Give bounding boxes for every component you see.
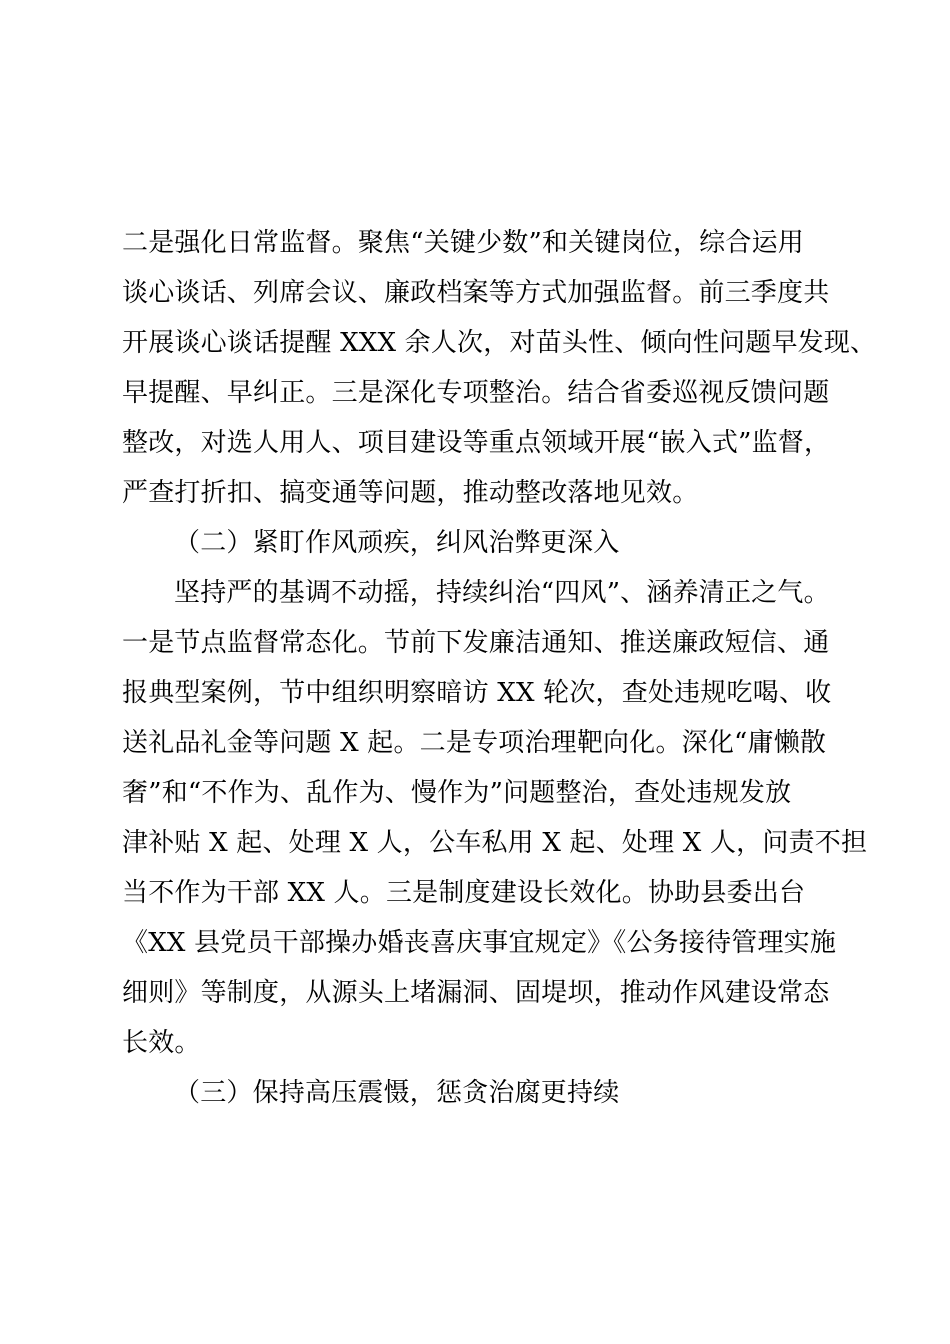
paragraph-line: 严查打折扣、搞变通等问题，推动整改落地见效。 [122,478,699,508]
paragraph-line: 二是强化日常监督。聚焦“关键少数”和关键岗位，综合运用 [122,228,804,258]
paragraph-line: 整改，对选人用人、项目建设等重点领域开展“嵌入式”监督， [122,428,831,458]
paragraph-line: 津补贴 X 起、处理 X 人，公车私用 X 起、处理 X 人，问责不担 [122,828,868,858]
paragraph-line: 《XX 县党员干部操办婚丧喜庆事宜规定》《公务接待管理实施 [122,928,837,958]
paragraph-line: 坚持严的基调不动摇，持续纠治“四风”、涵养清正之气。 [174,578,830,608]
paragraph-line: 一是节点监督常态化。节前下发廉洁通知、推送廉政短信、通 [122,628,830,658]
section-heading: （三）保持高压震慑，惩贪治腐更持续 [174,1078,620,1108]
paragraph-line: 当不作为干部 XX 人。三是制度建设长效化。协助县委出台 [122,878,806,908]
paragraph-line: 开展谈心谈话提醒 XXX 余人次，对苗头性、倾向性问题早发现、 [122,328,877,358]
paragraph-line: 奢”和“不作为、乱作为、慢作为”问题整治，查处违规发放 [122,778,792,808]
paragraph-line: 谈心谈话、列席会议、廉政档案等方式加强监督。前三季度共 [122,278,830,308]
paragraph-line: 长效。 [122,1028,201,1058]
paragraph-line: 细则》等制度，从源头上堵漏洞、固堤坝，推动作风建设常态 [122,978,830,1008]
section-heading: （二）紧盯作风顽疾，纠风治弊更深入 [174,528,620,558]
paragraph-line: 报典型案例，节中组织明察暗访 XX 轮次，查处违规吃喝、收 [122,678,832,708]
paragraph-line: 早提醒、早纠正。三是深化专项整治。结合省委巡视反馈问题 [122,378,830,408]
paragraph-line: 送礼品礼金等问题 X 起。二是专项治理靶向化。深化“庸懒散 [122,728,827,758]
